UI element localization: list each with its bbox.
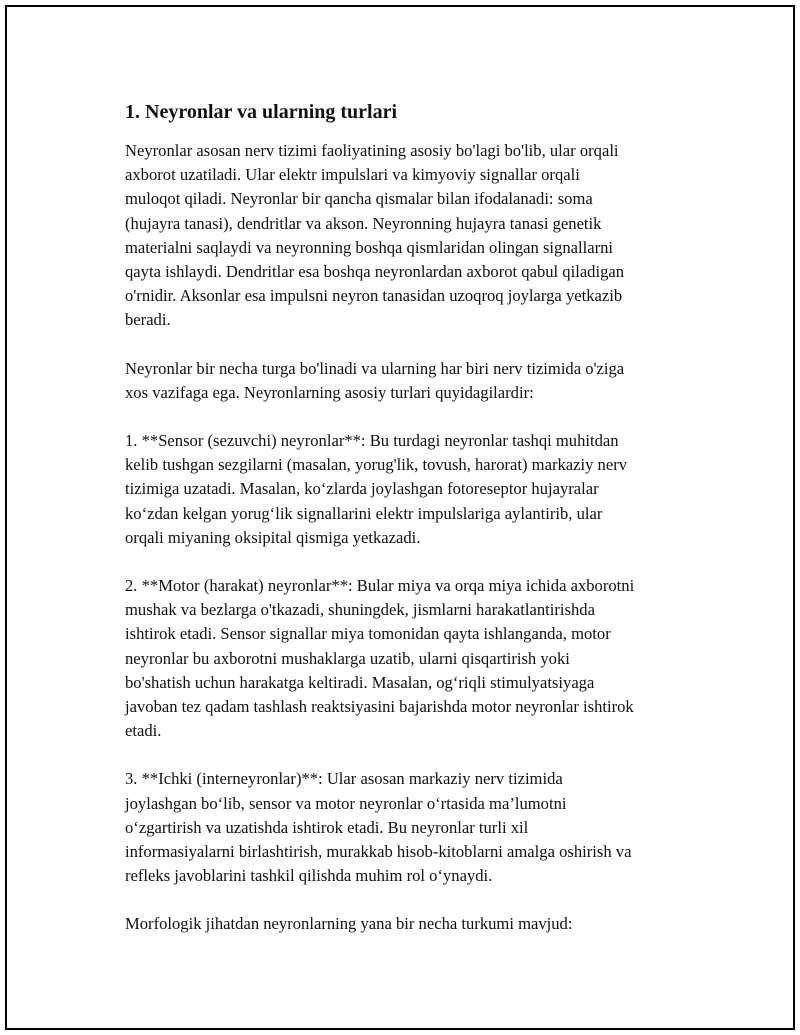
text-line: etadi. (125, 721, 162, 741)
text-line: joylashgan bo‘lib, sensor va motor neyronlar o‘rtasida ma’lumotni (125, 793, 567, 813)
text-line: Neyronlar bir necha turga bo'linadi va ularning har biri nerv tizimida o'ziga (125, 358, 625, 378)
text-line: 2. **Motor (harakat) neyronlar**: Bular miya va orqa miya ichida axborotni (125, 576, 635, 596)
text-line: beradi. (125, 310, 171, 330)
text-line: 1. **Sensor (sezuvchi) neyronlar**: Bu turdagi neyronlar tashqi muhitdan (125, 431, 619, 451)
paragraph (125, 767, 705, 888)
text-line: ko‘zdan kelgan yorug‘lik signallarini elektr impulslariga aylantirib, ular (125, 503, 603, 523)
text-line: orqali miyaning oksipital qismiga yetkazadi. (125, 527, 421, 547)
text-line: 3. **Ichki (interneyronlar)**: Ular asosan markaziy nerv tizimida (125, 769, 563, 789)
paragraph (125, 912, 705, 936)
section-heading: 1. Neyronlar va ularning turlari (125, 101, 398, 123)
text-line: o'rnidir. Aksonlar esa impulsni neyron tanasidan uzoqroq joylarga yetkazib (125, 286, 623, 306)
paragraph-list (125, 139, 705, 937)
paragraph (125, 139, 705, 333)
text-line: ishtirok etadi. Sensor signallar miya tomonidan qayta ishlanganda, motor (125, 624, 611, 644)
text-line: refleks javoblarini tashkil qilishda muhim rol o‘ynaydi. (125, 866, 493, 886)
page-frame (5, 5, 795, 1030)
text-line: neyronlar bu axborotni mushaklarga uzatib, ularni qisqartirish yoki (125, 648, 570, 668)
text-line: tizimiga uzatadi. Masalan, ko‘zlarda joylashgan fotoreseptor hujayralar (125, 479, 599, 499)
text-line: bo'shatish uchun harakatga keltiradi. Masalan, og‘riqli stimulyatsiyaga (125, 672, 595, 692)
text-line: muloqot qiladi. Neyronlar bir qancha qismalar bilan ifodalanadi: soma (125, 189, 593, 209)
paragraph (125, 357, 705, 405)
text-line: informasiyalarni birlashtirish, murakkab hisob-kitoblarni amalga oshirish va (125, 842, 632, 862)
text-line: (hujayra tanasi), dendritlar va akson. Neyronning hujayra tanasi genetik (125, 213, 602, 233)
text-line: javoban tez qadam tashlash reaktsiyasini bajarishda motor neyronlar ishtirok (125, 697, 634, 717)
paragraph (125, 574, 705, 743)
text-line: mushak va bezlarga o'tkazadi, shuningdek, jismlarni harakatlantirishda (125, 600, 595, 620)
text-line: Neyronlar asosan nerv tizimi faoliyatining asosiy bo'lagi bo'lib, ular orqali (125, 141, 619, 160)
text-line: Morfologik jihatdan neyronlarning yana bir necha turkumi mavjud: (125, 914, 573, 934)
document-body (125, 99, 705, 961)
paragraph (125, 429, 705, 550)
text-line: axborot uzatiladi. Ular elektr impulslari va kimyoviy signallar orqali (125, 165, 580, 185)
text-line: kelib tushgan sezgilarni (masalan, yorug'lik, tovush, harorat) markaziy nerv (125, 455, 628, 475)
text-line: qayta ishlaydi. Dendritlar esa boshqa neyronlardan axborot qabul qiladigan (125, 262, 625, 282)
text-line: xos vazifaga ega. Neyronlarning asosiy turlari quyidagilardir: (125, 382, 534, 402)
text-line: materialni saqlaydi va neyronning boshqa qismlaridan olingan signallarni (125, 237, 614, 257)
text-line: o‘zgartirish va uzatishda ishtirok etadi. Bu neyronlar turli xil (125, 817, 529, 837)
